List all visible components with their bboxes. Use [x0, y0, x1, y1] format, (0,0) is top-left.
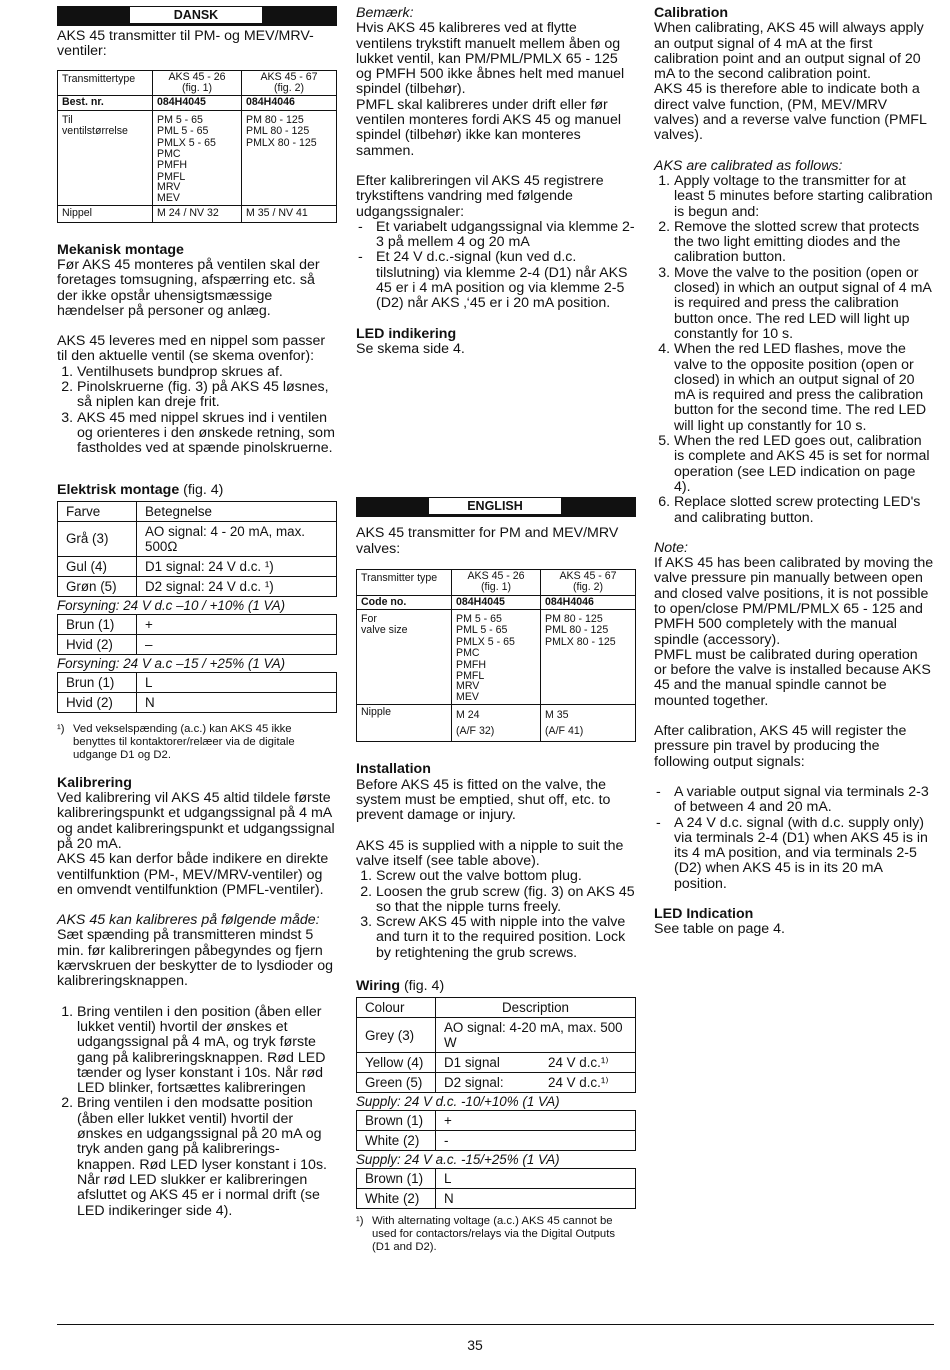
wiring-header-desc: Description — [436, 998, 636, 1018]
heading-calibration: Calibration — [654, 5, 729, 21]
paragraph: AKS 45 kan kalibreres på følgende måde: — [57, 912, 320, 929]
spec-header-model1: AKS 45 - 26 (fig. 1) — [153, 70, 242, 96]
heading-mekanisk: Mekanisk montage — [57, 241, 184, 258]
list-item: 2. Loosen the grub screw (fig. 3) on AKS 45 so that the nipple turns freely. — [376, 885, 636, 916]
table-cell: Brown (1) — [357, 1169, 436, 1189]
calibration-steps — [57, 1005, 337, 1219]
paragraph: See table on page 4. — [654, 921, 785, 938]
list-item: 3. Move the valve to the position (open or closed) in which an output signal of 4 mA is required and press the calibration button once. The red LED will light up constantly for 10 s. — [674, 266, 934, 342]
footnote: ¹) Ved vekselspænding (a.c.) kan AKS 45 ikke benyttes til kontaktorer/relæer via de digitale udgange D1 og D2. — [57, 722, 295, 761]
spec-code2: 084H4046 — [541, 595, 636, 609]
spec-code-label: Best. nr. — [58, 96, 153, 110]
wiring-header-colour: Farve — [58, 501, 137, 521]
list-item: - A variable output signal via terminals 2-3 of between 4 and 20 mA. — [654, 785, 934, 816]
heading-led: LED indikering — [356, 325, 457, 342]
footnote: ¹) With alternating voltage (a.c.) AKS 45 cannot be used for contactors/relays via the Digital Outputs (D1 and D2). — [356, 1215, 615, 1254]
table-cell: + — [137, 614, 337, 634]
paragraph: Før AKS 45 monteres på ventilen skal der foretages tomsugning, afspærring etc. så der ikke opstår uhensigtsmæssige hændelser på personer og anlæg. — [57, 256, 320, 319]
table-cell: Gul (4) — [58, 556, 137, 576]
spec-nipple2: M 35 / NV 41 — [242, 206, 337, 222]
install-steps — [356, 869, 636, 961]
language-label: ENGLISH — [428, 497, 562, 515]
spec-nipple-label: Nipple — [357, 705, 452, 742]
output-signals — [654, 785, 934, 892]
spec-sizes2: PM 80 - 125 PML 80 - 125 PMLX 80 - 125 — [541, 610, 636, 705]
list-item: 1. Screw out the valve bottom plug. — [376, 869, 636, 884]
spec-header-model1: AKS 45 - 26 (fig. 1) — [452, 569, 541, 595]
note-heading: Bemærk: — [356, 5, 414, 21]
list-item: 6. Replace slotted screw protecting LED's and calibrating button. — [674, 495, 934, 526]
supply-caption: Forsyning: 24 V a.c –15 / +25% (1 VA) — [57, 655, 286, 671]
spec-size-label: Til ventilstørrelse — [62, 113, 128, 138]
table-cell: Grå (3) — [58, 521, 137, 556]
intro-text: AKS 45 transmitter til PM- og MEV/MRV-ventiler: — [57, 28, 314, 60]
supply-table-ac — [356, 1168, 636, 1209]
table-cell: White (2) — [357, 1131, 436, 1151]
table-cell: D2 signal: 24 V d.c.¹⁾ — [436, 1073, 636, 1093]
paragraph: If AKS 45 has been calibrated by moving the valve pressure pin manually between open and closed valve positions, it is not possible to open/close PM/PML/PMLX 65 - 125 and PMFH 500 completely with the manual spindle (accessory). — [654, 555, 934, 648]
list-item: 2. Bring ventilen i den modsatte position (åben eller lukket ventil) hvortil der ønskes en udgangssignal på 20 mA og tryk anden gang på kalibrerings-knappen. Rød LED lyser konstant i 10s. Når rød LED slukker er kalibreringen afsluttet og AKS 45 er i normal drift (se LED indikeringer side 4). — [77, 1096, 337, 1218]
table-cell: - — [436, 1131, 636, 1151]
paragraph: PMFL must be calibrated during operation or before the valve is installed because AKS 45 and the manual spindle cannot be mounted together. — [654, 646, 931, 709]
column-english-cont — [654, 6, 934, 938]
supply-table-dc — [57, 614, 337, 655]
paragraph: When calibrating, AKS 45 will always apply an output signal of 4 mA at the first calibration point and an output signal of 20 mA to the second calibration point. — [654, 20, 924, 83]
table-cell: Green (5) — [357, 1073, 436, 1093]
heading-installation: Installation — [356, 761, 431, 778]
wiring-header-desc: Betegnelse — [137, 501, 337, 521]
output-signals — [356, 220, 636, 312]
list-item: - Et variabelt udgangssignal via klemme 2-3 på mellem 4 og 20 mA — [356, 220, 636, 251]
paragraph: AKS 45 is supplied with a nipple to suit the valve itself (see table above). — [356, 837, 624, 869]
paragraph: PMFL skal kalibreres under drift eller før ventilen monteres fordi AKS 45 og manuel spindel (tilbehør) ikke kan monteres sammen. — [356, 96, 621, 159]
table-cell: Grey (3) — [357, 1018, 436, 1053]
spec-table — [356, 569, 636, 743]
table-cell: Brown (1) — [357, 1111, 436, 1131]
supply-table-ac — [57, 672, 337, 713]
paragraph: AKS 45 leveres med en nippel som passer til den aktuelle ventil (se skema ovenfor): — [57, 333, 326, 365]
list-item: 1. Ventilhusets bundprop skrues af. — [77, 365, 337, 380]
spec-nipple1: M 24 / NV 32 — [153, 206, 242, 222]
heading-kalibrering: Kalibrering — [57, 774, 132, 791]
table-cell: Brun (1) — [58, 614, 137, 634]
table-cell: – — [137, 634, 337, 654]
table-cell: D1 signal 24 V d.c.¹⁾ — [436, 1053, 636, 1073]
column-danish — [57, 6, 337, 1219]
list-item: 2. Pinolskruerne (fig. 3) på AKS 45 løsnes, så niplen kan dreje frit. — [77, 380, 337, 411]
supply-caption: Supply: 24 V d.c. -10/+10% (1 VA) — [356, 1094, 560, 1110]
table-cell: N — [436, 1189, 636, 1209]
paragraph: Hvis AKS 45 kalibreres ved at flytte ventilens trykstift manuelt mellem åben og lukket ventil, kan PM/PML/PMLX 65 - 125 og PMFH 500 ikke åbnes helt med manuel spindel (tilbehør). — [356, 20, 625, 98]
wiring-table — [57, 501, 337, 597]
list-item: 2. Remove the slotted screw that protects the two light emitting diodes and the calibration button. — [674, 220, 934, 266]
spec-table — [57, 70, 337, 223]
spec-sizes2: PM 80 - 125 PML 80 - 125 PMLX 80 - 125 — [242, 110, 337, 205]
paragraph: Before AKS 45 is fitted on the valve, the system must be emptied, shut off, etc. to prevent damage or injury. — [356, 776, 611, 824]
list-item: 1. Bring ventilen i den position (åben eller lukket ventil) hvortil der ønskes et udgangssignal på 4 mA, og tryk første gang på kalibreringsknappen. Rød LED tænder og lyser konstant i 10s. Når rød LED blinker, fortsættes kalibreringen — [77, 1005, 337, 1097]
spec-code1: 084H4045 — [452, 595, 541, 609]
spec-sizes1: PM 5 - 65 PML 5 - 65 PMLX 5 - 65 PMC PMFH PMFL MRV MEV — [153, 110, 242, 205]
table-cell: Hvid (2) — [58, 634, 137, 654]
section-header-dansk — [57, 6, 337, 26]
list-item: 1. Apply voltage to the transmitter for at least 5 minutes before starting calibration is begun and: — [674, 174, 934, 220]
intro-text: AKS 45 transmitter for PM and MEV/MRV valves: — [356, 525, 619, 557]
list-item: - A 24 V d.c. signal (with d.c. supply only) via terminals 2-4 (D1) when AKS 45 is in its 4 mA position, and via terminals 2-5 (D2) when AKS 45 is in its 20 mA position. — [654, 816, 934, 892]
spec-header-model2: AKS 45 - 67 (fig. 2) — [242, 70, 337, 96]
heading-wiring: Wiring (fig. 4) — [356, 978, 445, 995]
wiring-table — [356, 997, 636, 1093]
list-item: 4. When the red LED flashes, move the valve to the opposite position (open or closed) in which an output signal of 20 mA is required and press the calibration button for the second time. The red LED will light up constantly for 10 s. — [674, 342, 934, 434]
list-item: 3. AKS 45 med nippel skrues ind i ventilen og orienteres i den ønskede retning, som fastholdes ved at spænde pinolskruerne. — [77, 411, 337, 457]
supply-caption: Supply: 24 V a.c. -15/+25% (1 VA) — [356, 1152, 560, 1168]
table-cell: White (2) — [357, 1189, 436, 1209]
section-header-english — [356, 497, 636, 517]
footer-rule — [57, 1324, 934, 1325]
paragraph: Sæt spænding på transmitteren mindst 5 min. før kalibreringen påbegyndes og fjern kærvskruen der beskytter de to lysdioder og kalibreringsknappen. — [57, 927, 333, 990]
mount-steps — [57, 365, 337, 457]
language-label: DANSK — [129, 6, 263, 24]
paragraph: AKS are calibrated as follows: — [654, 157, 843, 174]
table-cell: D2 signal: 24 V d.c. ¹) — [137, 576, 337, 596]
paragraph: AKS 45 kan derfor både indikere en direkte ventilfunktion (PM-, MEV/MRV-ventiler) og en omvendt ventilfunktion (PMFL-ventiler). — [57, 851, 329, 898]
list-item: - Et 24 V d.c.-signal (kun ved d.c. tilslutning) via klemme 2-4 (D1) når AKS 45 er i 4 mA position og via klemme 2-5 (D2) når AKS ‚‘45 er i 20 mA position. — [356, 250, 636, 311]
table-cell: AO signal: 4 - 20 mA, max. 500Ω — [137, 521, 337, 556]
calibration-steps — [654, 174, 934, 526]
table-cell: Brun (1) — [58, 672, 137, 692]
table-cell: D1 signal: 24 V d.c. ¹) — [137, 556, 337, 576]
column-middle — [356, 6, 636, 1254]
spec-code2: 084H4046 — [242, 96, 337, 110]
table-cell: L — [137, 672, 337, 692]
list-item: 5. When the red LED goes out, calibration is complete and AKS 45 is set for normal operation (see LED indication on page 4). — [674, 434, 934, 495]
table-cell: L — [436, 1169, 636, 1189]
spec-code-label: Code no. — [357, 595, 452, 609]
list-item: 3. Screw AKS 45 with nipple into the valve and turn it to the required position. Lock by retightening the grub screws. — [376, 915, 636, 961]
heading-led: LED Indication — [654, 906, 754, 923]
spec-nipple-label: Nippel — [58, 206, 153, 222]
wiring-header-colour: Colour — [357, 998, 436, 1018]
table-cell: Grøn (5) — [58, 576, 137, 596]
paragraph: AKS 45 is therefore able to indicate both a direct valve function, (PM, MEV/MRV valves) and a reverse valve function (PMFL valves). — [654, 81, 927, 144]
paragraph: Se skema side 4. — [356, 340, 465, 357]
page-number: 35 — [467, 1337, 483, 1353]
table-cell: + — [436, 1111, 636, 1131]
paragraph: Efter kalibreringen vil AKS 45 registrere trykstiftens vandring med følgende udgangssignaler: — [356, 172, 604, 220]
table-cell: AO signal: 4-20 mA, max. 500 W — [436, 1018, 636, 1053]
table-cell: N — [137, 692, 337, 712]
spec-sizes1: PM 5 - 65 PML 5 - 65 PMLX 5 - 65 PMC PMFH PMFL MRV MEV — [452, 610, 541, 705]
table-cell: Hvid (2) — [58, 692, 137, 712]
paragraph: Ved kalibrering vil AKS 45 altid tildele første kalibreringspunkt et udgangssignal på 4 mA og andet kalibreringspunkt et udgangssignal på 20 mA. — [57, 790, 335, 852]
spec-nipple1: M 24 (A/F 32) — [452, 705, 541, 742]
spec-nipple2: M 35 (A/F 41) — [541, 705, 636, 742]
supply-caption: Forsyning: 24 V d.c –10 / +10% (1 VA) — [57, 597, 286, 613]
supply-table-dc — [356, 1110, 636, 1151]
spec-header-type: Transmitter type — [357, 569, 452, 595]
table-cell: Yellow (4) — [357, 1053, 436, 1073]
spec-header-model2: AKS 45 - 67 (fig. 2) — [541, 569, 636, 595]
note-heading: Note: — [654, 539, 688, 556]
heading-elektrisk: Elektrisk montage (fig. 4) — [57, 481, 224, 498]
spec-size-label: For valve size — [361, 613, 408, 637]
spec-header-type: Transmittertype — [58, 70, 153, 96]
spec-code1: 084H4045 — [153, 96, 242, 110]
paragraph: After calibration, AKS 45 will register the pressure pin travel by producing the following output signals: — [654, 723, 907, 770]
